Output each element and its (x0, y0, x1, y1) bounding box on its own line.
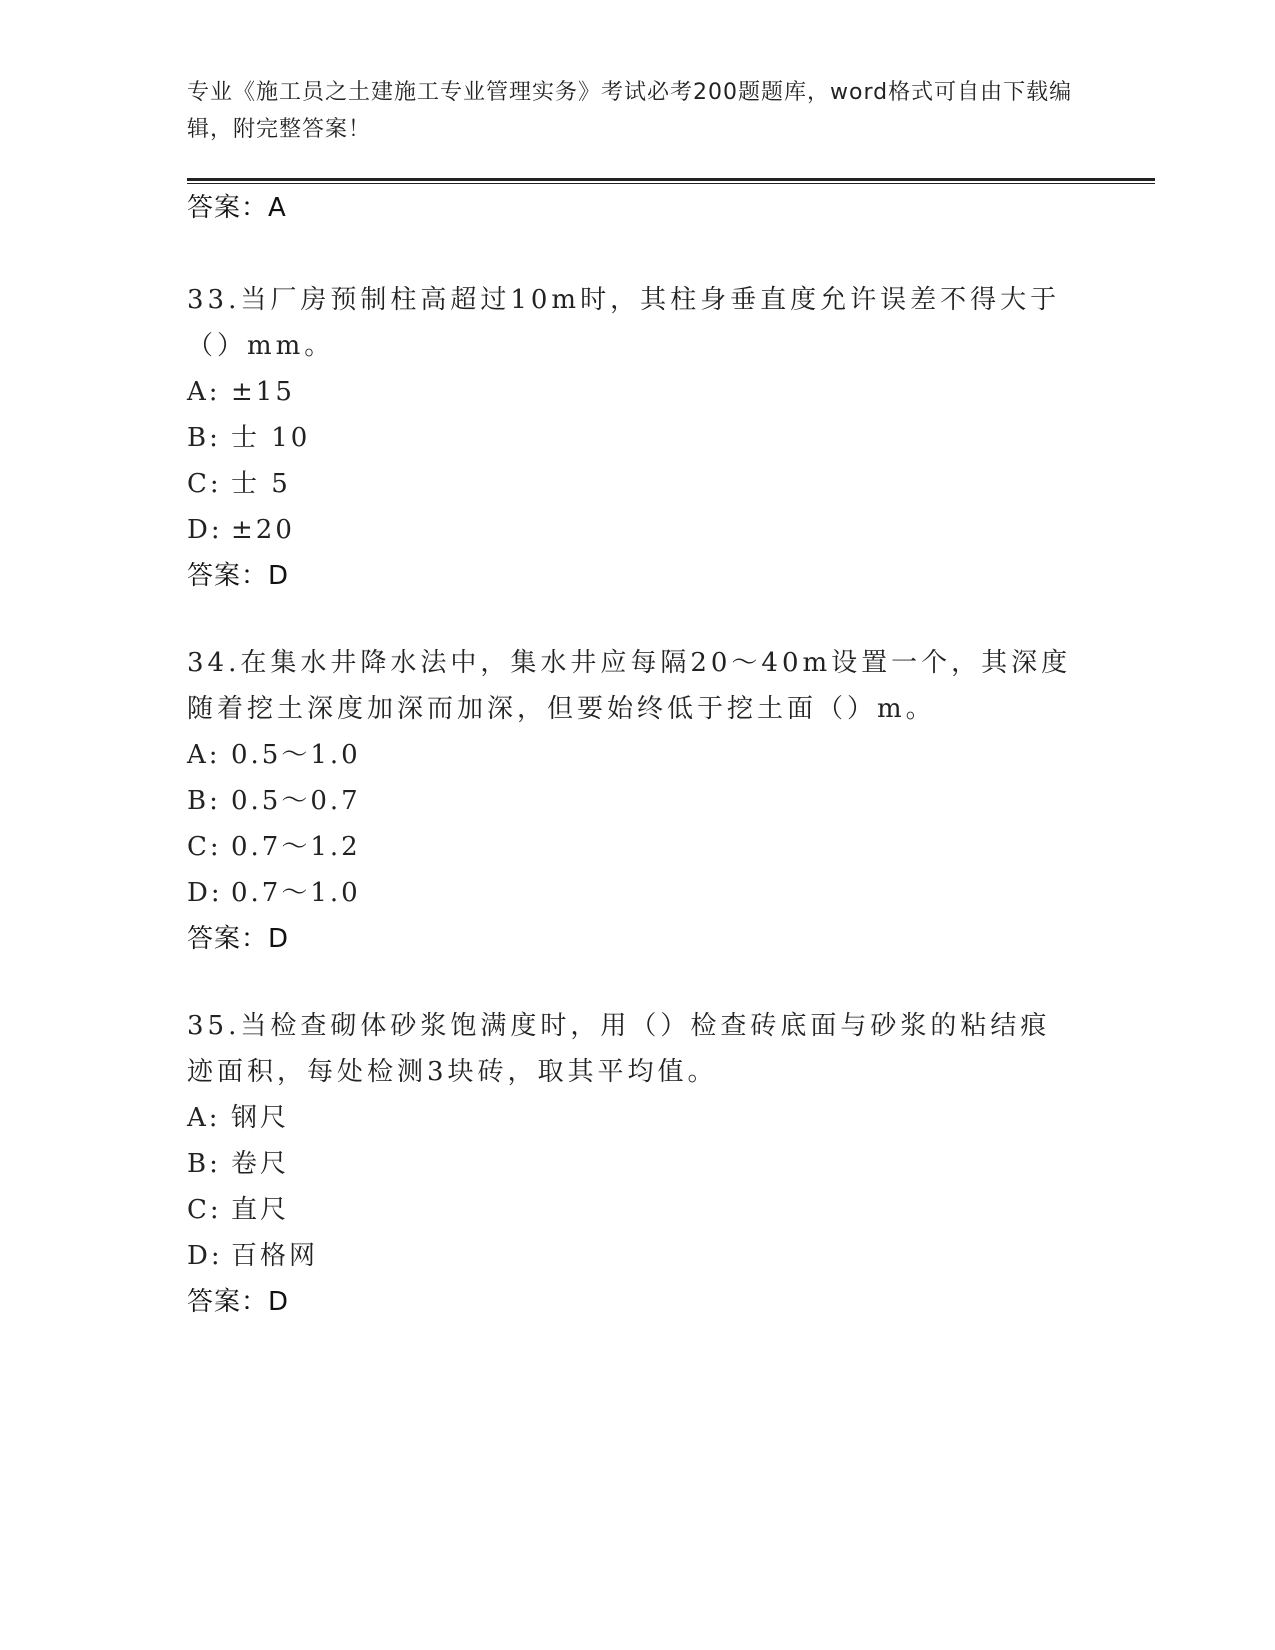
previous-answer-block (187, 185, 1087, 231)
option-a (187, 1095, 1087, 1141)
document-header: 专业《施工员之土建施工专业管理实务》考试必考200题题库，word格式可自由下载编辑，附完整答案！ (187, 80, 1073, 142)
option-a (187, 369, 1087, 415)
option-d (187, 870, 1087, 916)
option-text: 卷尺 (231, 1149, 290, 1179)
option-b (187, 778, 1087, 824)
header-divider-thin (187, 183, 1155, 184)
option-text: 百格网 (231, 1241, 319, 1271)
option-letter: B: (187, 423, 221, 453)
option-text: 0.5～1.0 (231, 740, 361, 770)
option-letter: C: (187, 1195, 222, 1225)
option-b (187, 415, 1087, 461)
option-c (187, 1187, 1087, 1233)
option-letter: D: (187, 515, 223, 545)
option-text: 0.7～1.0 (231, 878, 361, 908)
option-c (187, 461, 1087, 507)
option-letter: C: (187, 469, 222, 499)
option-text: 士 10 (231, 423, 311, 453)
answer-line: 答案：D (187, 1287, 290, 1317)
option-text: 钢尺 (231, 1103, 290, 1133)
option-letter: B: (187, 1149, 221, 1179)
option-letter: A: (187, 1103, 221, 1133)
answer-line: 答案：A (187, 193, 287, 223)
option-letter: C: (187, 832, 222, 862)
option-d (187, 1233, 1087, 1279)
question-stem: 34.在集水井降水法中，集水井应每隔20～40m设置一个，其深度随着挖土深度加深而加深，但要始终低于挖土面（）m。 (187, 648, 1072, 724)
question-stem: 33.当厂房预制柱高超过10m时，其柱身垂直度允许误差不得大于（）mm。 (187, 285, 1061, 361)
option-letter: D: (187, 878, 223, 908)
question-stem: 35.当检查砌体砂浆饱满度时，用（）检查砖底面与砂浆的粘结痕迹面积，每处检测3块砖，取其平均值。 (187, 1011, 1051, 1087)
option-text: 直尺 (231, 1195, 290, 1225)
question-35 (187, 1003, 1087, 1325)
option-text: 0.7～1.2 (231, 832, 361, 862)
option-b (187, 1141, 1087, 1187)
option-letter: D: (187, 1241, 223, 1271)
option-text: ±20 (231, 515, 295, 545)
header-divider (187, 178, 1155, 181)
question-33 (187, 277, 1087, 599)
answer-line: 答案：D (187, 561, 290, 591)
option-a (187, 732, 1087, 778)
option-c (187, 824, 1087, 870)
option-letter: A: (187, 377, 221, 407)
option-text: ±15 (231, 377, 295, 407)
option-letter: A: (187, 740, 221, 770)
question-34 (187, 640, 1087, 962)
option-d (187, 507, 1087, 553)
option-text: 0.5～0.7 (231, 786, 361, 816)
option-letter: B: (187, 786, 221, 816)
option-text: 士 5 (231, 469, 291, 499)
answer-line: 答案：D (187, 924, 290, 954)
